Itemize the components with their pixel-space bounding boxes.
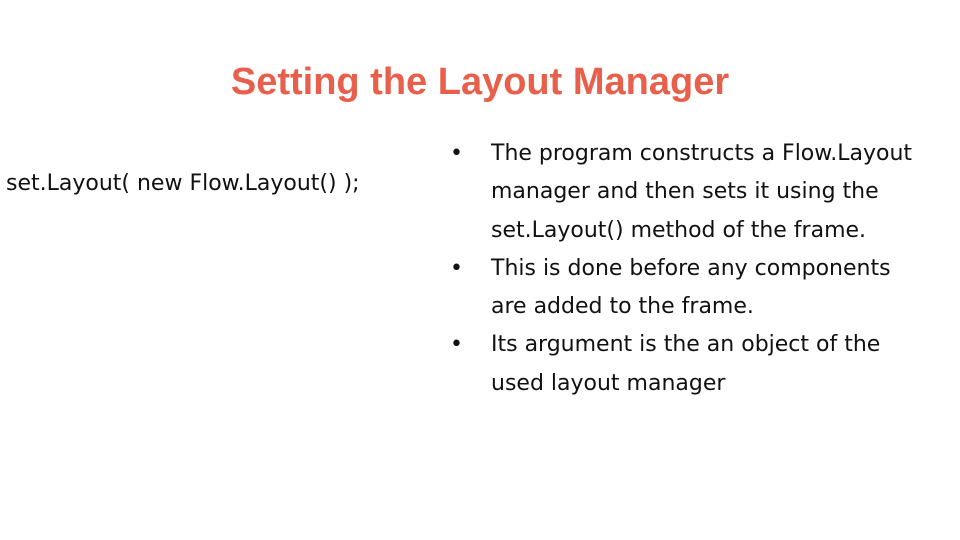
slide-title: Setting the Layout Manager xyxy=(230,61,730,103)
bullet-item xyxy=(450,135,930,250)
bullet-text: The program constructs a Flow.Layout manager and then sets it using the set.Layout() method of the frame. xyxy=(491,141,913,243)
bullet-list xyxy=(450,135,930,403)
code-snippet: set.Layout( new Flow.Layout() ); xyxy=(6,171,360,196)
bullet-item xyxy=(450,326,930,403)
bullet-dot-icon: • xyxy=(450,141,463,166)
bullet-item xyxy=(450,250,930,327)
bullet-dot-icon: • xyxy=(450,255,463,281)
bullet-text: This is done before any components are added to the frame. xyxy=(491,255,891,320)
bullet-dot-icon: • xyxy=(450,332,463,358)
bullet-text: Its argument is the an object of the used layout manager xyxy=(491,332,881,396)
